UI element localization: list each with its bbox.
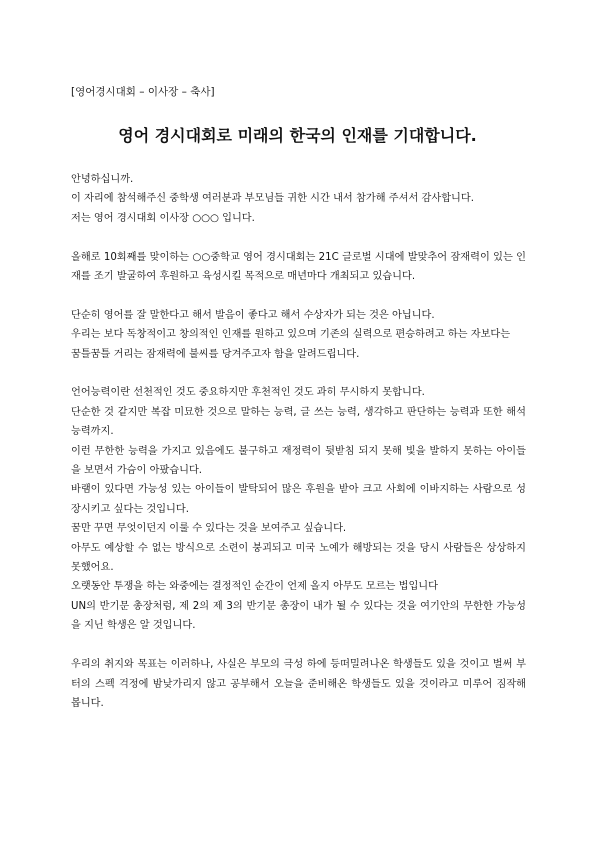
paragraph-2-line-3: 꿈틀꿈틀 거리는 잠재력에 불씨를 당겨주고자 함을 알려드립니다. xyxy=(71,348,360,360)
paragraph-3-line-5: 꿈만 꾸면 무엇이던지 이룰 수 있다는 것을 보여주고 싶습니다. xyxy=(71,523,347,535)
document-body xyxy=(71,170,526,713)
greeting-line-1: 안녕하십니까. xyxy=(71,174,134,185)
paragraph-3-line-2: 단순한 것 같지만 복잡 미묘한 것으로 말하는 능력, 글 쓰는 능력, 생각하고 판단하는 능력과 또한 해석 능력까지. xyxy=(71,406,526,438)
paragraph-3-line-1: 언어능력이란 선천적인 것도 중요하지만 후천적인 것도 과히 무시하지 못합니다. xyxy=(71,387,425,399)
spacer xyxy=(71,286,526,305)
spacer xyxy=(71,364,526,383)
paragraph-closing: 우리의 취지와 목표는 이러하나, 사실은 부모의 극성 하에 등떠밀려나온 학생들도 있을 것이고 벌써 부터의 스펙 걱정에 밤낮가리지 않고 공부해서 오늘을 준비해온 학생들도 있을 것이라고 미루어 짐작해 봅니다. xyxy=(71,659,526,709)
document-title: 영어 경시대회로 미래의 한국의 인재를 기대합니다. xyxy=(118,126,477,145)
paragraph-intro: 올해로 10회째를 맞이하는 ○○중학교 영어 경시대회는 21C 글로벌 시대에 발맞추어 잠재력이 있는 인재를 조기 발굴하여 후원하고 육성시킬 목적으로 매년마다 개최되고 있습니다. xyxy=(71,251,526,283)
header-tag: [영어경시대회 – 이사장 – 축사] xyxy=(71,86,215,98)
paragraph-3-line-8: UN의 반기문 총장처럼, 제 2의 제 3의 반기문 총장이 내가 될 수 있다는 것을 여기안의 무한한 가능성을 지닌 학생은 알 것입니다. xyxy=(71,600,526,632)
paragraph-2-line-1: 단순히 영어를 잘 말한다고 해서 발음이 좋다고 해서 수상자가 되는 것은 아닙니다. xyxy=(71,309,435,321)
paragraph-3-line-7: 오랫동안 투쟁을 하는 와중에는 결정적인 순간이 언제 올지 아무도 모르는 법입니다 xyxy=(71,581,438,593)
greeting-line-3: 저는 영어 경시대회 이사장 ○○○ 입니다. xyxy=(71,212,255,224)
paragraph-3-line-4: 바램이 있다면 가능성 있는 아이들이 발탁되어 많은 후원을 받아 크고 사회에 이바지하는 사람으로 성장시키고 싶다는 것입니다. xyxy=(71,484,526,515)
paragraph-3-line-3: 이런 무한한 능력을 가지고 있음에도 불구하고 재정력이 뒷받침 되지 못해 빛을 발하지 못하는 아이들을 보면서 가슴이 아팠습니다. xyxy=(71,445,526,477)
greeting-line-2: 이 자리에 참석해주신 중학생 여러분과 부모님들 귀한 시간 내서 참가해 주셔서 감사합니다. xyxy=(71,193,474,205)
paragraph-3-line-6: 아무도 예상할 수 없는 방식으로 소련이 붕괴되고 미국 노예가 해방되는 것을 당시 사람들은 상상하지 못했어요. xyxy=(71,542,526,574)
paragraph-2-line-2: 우리는 보다 독창적이고 창의적인 인재를 원하고 있으며 기존의 실력으로 편승하려고 하는 자보다는 xyxy=(71,329,511,341)
spacer xyxy=(71,636,526,655)
spacer xyxy=(71,228,526,247)
